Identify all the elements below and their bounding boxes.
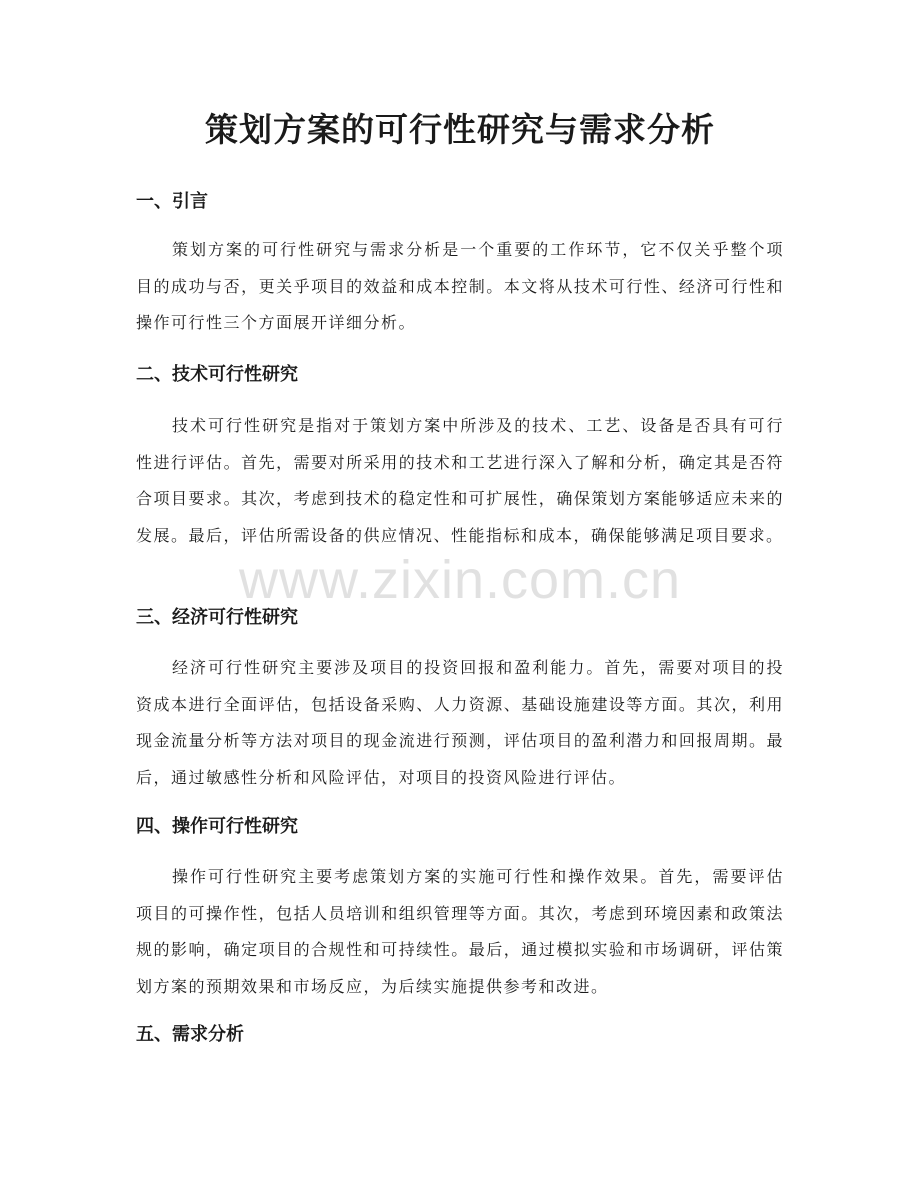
section-paragraph-economic-feasibility: 经济可行性研究主要涉及项目的投资回报和盈利能力。首先，需要对项目的投资成本进行全面评估，包括设备采购、人力资源、基础设施建设等方面。其次，利用现金流量分析等方法对项目的现金流进行预测，评估项目的盈利潜力和回报周期。最后，通过敏感性分析和风险评估，对项目的投资风险进行评估。 <box>136 658 784 787</box>
watermark: www.zixin.com.cn <box>238 550 682 610</box>
section-heading-introduction: 一、引言 <box>136 191 208 212</box>
document-title: 策划方案的可行性研究与需求分析 <box>205 110 715 149</box>
section-heading-requirements-analysis: 五、需求分析 <box>136 1024 244 1045</box>
section-heading-technical-feasibility: 二、技术可行性研究 <box>136 364 298 385</box>
section-paragraph-technical-feasibility: 技术可行性研究是指对于策划方案中所涉及的技术、工艺、设备是否具有可行性进行评估。首先，需要对所采用的技术和工艺进行深入了解和分析，确定其是否符合项目要求。其次，考虑到技术的稳定性和可扩展性，确保策划方案能够适应未来的发展。最后，评估所需设备的供应情况、性能指标和成本，确保能够满足项目要求。 <box>136 416 784 545</box>
section-heading-operational-feasibility: 四、操作可行性研究 <box>136 816 298 837</box>
section-paragraph-introduction: 策划方案的可行性研究与需求分析是一个重要的工作环节，它不仅关乎整个项目的成功与否，更关乎项目的效益和成本控制。本文将从技术可行性、经济可行性和操作可行性三个方面展开详细分析。 <box>136 240 784 332</box>
section-paragraph-operational-feasibility: 操作可行性研究主要考虑策划方案的实施可行性和操作效果。首先，需要评估项目的可操作性，包括人员培训和组织管理等方面。其次，考虑到环境因素和政策法规的影响，确定项目的合规性和可持续性。最后，通过模拟实验和市场调研，评估策划方案的预期效果和市场反应，为后续实施提供参考和改进。 <box>136 867 784 996</box>
section-heading-economic-feasibility: 三、经济可行性研究 <box>136 607 298 628</box>
